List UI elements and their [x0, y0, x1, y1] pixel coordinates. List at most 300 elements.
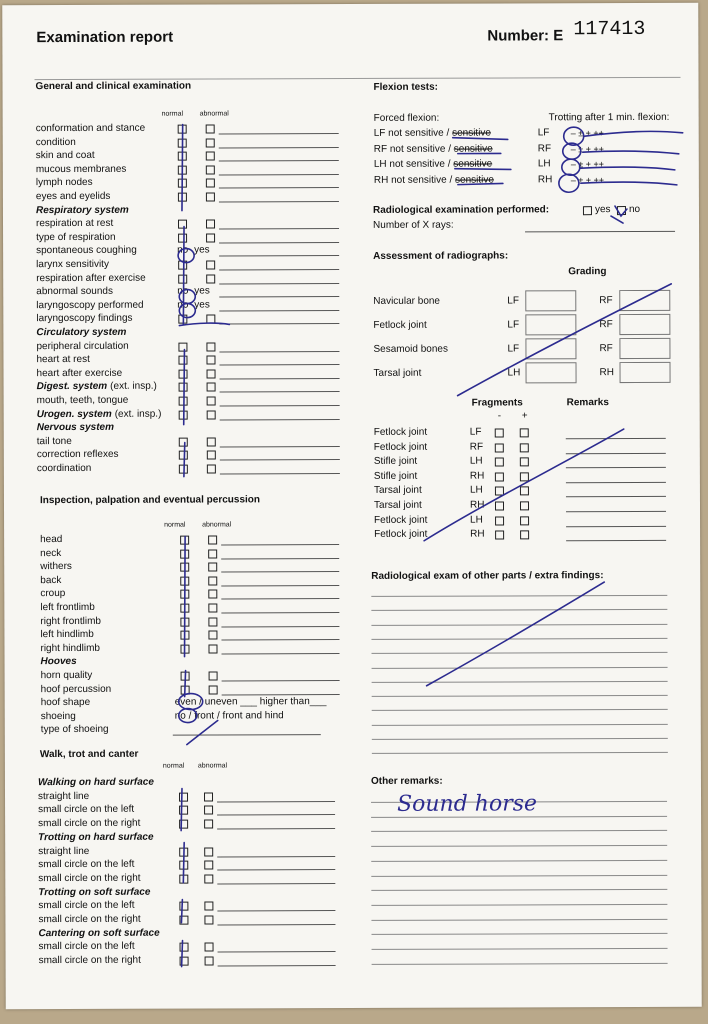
general-abnormal-checkbox[interactable]: [206, 342, 215, 351]
flexion-sensitive-struck: sensitive: [453, 143, 493, 155]
inspection-remark-line[interactable]: [222, 694, 340, 695]
fragment-leg: LF: [469, 426, 482, 438]
inspection-remark-line[interactable]: [222, 680, 340, 681]
general-remark-line[interactable]: [219, 228, 339, 229]
fragment-minus-checkbox[interactable]: [495, 428, 504, 437]
inspection-option-text[interactable]: no / front / front and hind: [174, 710, 284, 722]
other-parts-line[interactable]: [372, 724, 668, 726]
grading-leg-1: LF: [507, 295, 519, 307]
inspection-abnormal-checkbox[interactable]: [208, 603, 217, 612]
fragment-minus-checkbox[interactable]: [495, 531, 504, 540]
general-normal-checkbox[interactable]: [178, 193, 187, 202]
inspection-remark-line[interactable]: [222, 653, 340, 654]
inspection-row-label: hoof percussion: [40, 683, 112, 695]
other-parts-lines: [2, 3, 698, 5]
remarks-label: Remarks: [566, 397, 609, 409]
walk-remark-line[interactable]: [217, 856, 335, 857]
fragment-row-label: Fetlock joint: [374, 528, 428, 541]
header-divider: [35, 77, 681, 80]
inspection-abnormal-checkbox[interactable]: [208, 590, 217, 599]
general-abnormal-checkbox[interactable]: [206, 138, 215, 147]
walk-remark-line[interactable]: [217, 883, 335, 884]
fragment-remark-line[interactable]: [566, 438, 666, 439]
general-row-label: mucous membranes: [35, 163, 127, 175]
fragment-plus-checkbox[interactable]: [520, 443, 529, 452]
inspection-remark-line[interactable]: [221, 612, 339, 613]
radiology-yes-checkbox[interactable]: [583, 206, 592, 215]
walk-normal-checkbox[interactable]: [180, 943, 189, 952]
grading-leg-2: RF: [599, 295, 613, 307]
fragment-leg: RH: [469, 499, 485, 511]
general-normal-checkbox[interactable]: [179, 451, 188, 460]
inspection-row-label: right hindlimb: [40, 642, 100, 654]
radiology-yes-label: yes: [594, 204, 611, 216]
fragment-leg: LH: [470, 514, 483, 526]
general-row-label: laryngoscopy findings: [36, 313, 133, 325]
general-row-label: laryngoscopy performed: [36, 299, 144, 311]
fragment-leg: LH: [469, 455, 483, 467]
walk-abnormal-checkbox[interactable]: [205, 943, 214, 952]
general-normal-checkbox[interactable]: [178, 233, 187, 242]
inspection-normal-checkbox[interactable]: [180, 563, 189, 572]
flexion-sensitive-struck: sensitive: [452, 127, 491, 139]
general-normal-checkbox[interactable]: [178, 125, 187, 134]
walk-remark-line[interactable]: [218, 965, 336, 966]
general-abnormal-checkbox[interactable]: [206, 192, 215, 201]
inspection-remark-line[interactable]: [221, 571, 339, 572]
inspection-abnormal-checkbox[interactable]: [208, 563, 217, 572]
walk-abnormal-checkbox[interactable]: [205, 957, 214, 966]
inspection-normal-checkbox[interactable]: [180, 536, 189, 545]
fragment-remark-line[interactable]: [566, 540, 666, 541]
general-row-label: mouth, teeth, tongue: [36, 394, 129, 407]
walk-remark-line[interactable]: [217, 910, 335, 911]
flexion-title: Flexion tests:: [373, 81, 439, 93]
fragment-leg: LH: [469, 484, 483, 496]
fragment-row-label: Fetlock joint: [373, 441, 428, 453]
general-normal-checkbox[interactable]: [179, 410, 188, 419]
inspection-remark-line[interactable]: [221, 598, 339, 599]
inspection-normal-checkbox[interactable]: [181, 685, 190, 694]
other-remarks-line[interactable]: [371, 889, 667, 891]
inspection-remark-line[interactable]: [221, 639, 339, 640]
grading-row-label: Fetlock joint: [373, 319, 427, 331]
walk-subheading: Trotting on hard surface: [38, 831, 154, 843]
general-normal-checkbox[interactable]: [178, 152, 187, 161]
inspection-remark-line[interactable]: [221, 626, 339, 627]
general-remark-line[interactable]: [220, 419, 340, 420]
inspection-normal-checkbox[interactable]: [180, 617, 189, 626]
general-row-label: conformation and stance: [35, 122, 146, 135]
other-remarks-lines: [2, 3, 698, 5]
general-normal-checkbox[interactable]: [179, 437, 188, 446]
walk-remark-line[interactable]: [217, 869, 335, 870]
general-subheading-row: [37, 408, 162, 420]
general-remark-line[interactable]: [219, 147, 339, 148]
flexion-leg-label: RF: [537, 142, 552, 154]
inspection-abnormal-checkbox[interactable]: [209, 671, 218, 680]
general-abnormal-checkbox[interactable]: [206, 152, 215, 161]
fragment-plus-checkbox[interactable]: [520, 428, 529, 437]
general-subheading-label: Digest. system: [36, 381, 108, 393]
general-abnormal-checkbox[interactable]: [207, 369, 216, 378]
fragment-remark-line[interactable]: [566, 452, 666, 453]
general-row-label: tail tone: [36, 435, 72, 447]
general-normal-checkbox[interactable]: [178, 274, 187, 283]
general-normal-checkbox[interactable]: [179, 383, 188, 392]
walk-normal-checkbox[interactable]: [179, 902, 188, 911]
general-abnormal-checkbox[interactable]: [206, 220, 215, 229]
grading-field-1[interactable]: [525, 314, 576, 335]
inspection-row-label: hoof shape: [40, 697, 91, 709]
inspection-normal-checkbox[interactable]: [180, 631, 189, 640]
fragment-row-label: Tarsal joint: [373, 485, 422, 497]
walk-normal-checkbox[interactable]: [179, 861, 188, 870]
general-normal-checkbox[interactable]: [178, 315, 187, 324]
general-normal-checkbox[interactable]: [178, 220, 187, 229]
general-row-label: spontaneous coughing: [36, 245, 137, 257]
inspection-abnormal-checkbox[interactable]: [209, 685, 218, 694]
general-abnormal-checkbox[interactable]: [206, 315, 215, 324]
walk-normal-checkbox[interactable]: [180, 957, 189, 966]
general-normal-checkbox[interactable]: [179, 397, 188, 406]
grading-leg-2: RF: [599, 319, 613, 331]
general-subheading-suffix: (ext. insp.): [110, 381, 157, 393]
fragment-plus-checkbox[interactable]: [520, 458, 529, 467]
walk-normal-checkbox[interactable]: [179, 847, 188, 856]
general-remark-line[interactable]: [220, 446, 340, 447]
grading-label: Grading: [568, 266, 607, 278]
general-row-label: heart after exercise: [36, 367, 123, 379]
fragment-minus-checkbox[interactable]: [495, 487, 504, 496]
flexion-leg-label: LH: [537, 158, 551, 170]
walk-row-label: small circle on the right: [38, 954, 141, 967]
general-normal-checkbox[interactable]: [179, 369, 188, 378]
grading-leg-2: RH: [599, 367, 615, 379]
general-normal-checkbox[interactable]: [178, 261, 187, 270]
general-abnormal-checkbox[interactable]: [206, 124, 215, 133]
grading-leg-1: LF: [507, 343, 520, 355]
fragment-minus-checkbox[interactable]: [495, 443, 504, 452]
inspection-col-abnormal: abnormal: [202, 521, 232, 529]
grading-field-2[interactable]: [619, 362, 670, 383]
inspection-abnormal-checkbox[interactable]: [208, 535, 217, 544]
general-row-label: abnormal sounds: [36, 286, 113, 298]
general-remark-line[interactable]: [219, 296, 339, 297]
walk-abnormal-checkbox[interactable]: [204, 792, 213, 801]
radiology-no-checkbox[interactable]: [617, 206, 626, 215]
grading-field-2[interactable]: [619, 290, 670, 311]
general-subheading-suffix: (ext. insp.): [114, 408, 162, 420]
fragment-remark-line[interactable]: [566, 525, 666, 526]
walk-remark-line[interactable]: [217, 924, 335, 925]
inspection-normal-checkbox[interactable]: [180, 549, 189, 558]
fragment-plus-checkbox[interactable]: [520, 516, 529, 525]
general-row-label: correction reflexes: [36, 449, 119, 461]
walk-abnormal-checkbox[interactable]: [204, 915, 213, 924]
walk-remark-line[interactable]: [218, 951, 336, 952]
fragment-remark-line[interactable]: [566, 511, 666, 512]
general-row-label: respiration at rest: [35, 218, 114, 230]
flexion-sensitive-struck: sensitive: [454, 174, 494, 186]
walk-abnormal-checkbox[interactable]: [204, 806, 213, 815]
other-remarks-line[interactable]: [371, 904, 667, 906]
other-parts-line[interactable]: [372, 752, 668, 754]
walk-remark-line[interactable]: [217, 801, 335, 802]
other-remarks-line[interactable]: [371, 830, 667, 832]
general-abnormal-checkbox[interactable]: [207, 451, 216, 460]
grading-field-2[interactable]: [619, 338, 670, 359]
general-normal-checkbox[interactable]: [178, 356, 187, 365]
general-remark-line[interactable]: [219, 174, 339, 175]
other-parts-line[interactable]: [372, 652, 668, 654]
other-remarks-label: Other remarks:: [370, 775, 443, 787]
inspection-normal-checkbox[interactable]: [180, 604, 189, 613]
grading-leg-2: RF: [599, 343, 613, 355]
general-remark-line[interactable]: [219, 255, 339, 256]
other-parts-line[interactable]: [371, 609, 667, 611]
other-remarks-line[interactable]: [371, 860, 667, 862]
xrays-count-label: Number of X rays:: [373, 219, 454, 231]
general-remark-line[interactable]: [219, 269, 339, 270]
general-remark-line[interactable]: [220, 459, 340, 460]
general-abnormal-checkbox[interactable]: [207, 464, 216, 473]
inspection-row-label: head: [40, 534, 63, 546]
fragment-remark-line[interactable]: [566, 467, 666, 468]
walk-abnormal-checkbox[interactable]: [204, 902, 213, 911]
number-label: Number: E: [487, 27, 564, 45]
general-normal-checkbox[interactable]: [178, 165, 187, 174]
general-remark-line[interactable]: [219, 310, 339, 311]
other-parts-line[interactable]: [371, 623, 667, 625]
general-col-normal: normal: [161, 110, 184, 118]
general-abnormal-checkbox[interactable]: [206, 233, 215, 242]
general-row-label: heart at rest: [36, 354, 90, 366]
grading-row-label: Sesamoid bones: [373, 343, 448, 355]
general-subheading-label: Urogen. system: [36, 408, 112, 420]
other-parts-line[interactable]: [372, 738, 668, 740]
walk-abnormal-checkbox[interactable]: [204, 820, 213, 829]
general-remark-line[interactable]: [220, 378, 340, 379]
ink-other-parts-slash: [426, 582, 604, 686]
fragment-plus-checkbox[interactable]: [520, 472, 529, 481]
other-remarks-line[interactable]: [372, 963, 668, 965]
grading-field-2[interactable]: [619, 314, 670, 335]
inspection-abnormal-checkbox[interactable]: [208, 631, 217, 640]
inspection-col-normal: normal: [164, 521, 186, 529]
walk-abnormal-checkbox[interactable]: [204, 874, 213, 883]
flexion-leg-label: RH: [537, 173, 553, 185]
general-row-label: larynx sensitivity: [36, 258, 109, 271]
general-subheading: Nervous system: [36, 422, 115, 434]
general-remark-line[interactable]: [219, 187, 339, 188]
inspection-remark-line[interactable]: [173, 735, 321, 737]
inspection-row-label: left frontlimb: [40, 601, 95, 614]
walk-normal-checkbox[interactable]: [179, 916, 188, 925]
general-abnormal-checkbox[interactable]: [206, 274, 215, 283]
general-remark-line[interactable]: [220, 405, 340, 406]
general-row-label: condition: [35, 136, 76, 148]
inspection-option-text[interactable]: even / uneven ___ higher than___: [174, 696, 327, 708]
flexion-sensitive-struck: sensitive: [453, 158, 493, 170]
general-abnormal-checkbox[interactable]: [206, 179, 215, 188]
other-parts-line[interactable]: [372, 681, 668, 683]
flexion-scale[interactable]: – ± + ++: [570, 143, 604, 154]
walk-normal-checkbox[interactable]: [179, 806, 188, 815]
fragment-plus-checkbox[interactable]: [520, 501, 529, 510]
general-option-no[interactable]: no: [177, 299, 189, 311]
general-option-yes[interactable]: yes: [194, 244, 210, 256]
fragment-minus-checkbox[interactable]: [495, 501, 504, 510]
other-remarks-line[interactable]: [371, 933, 667, 935]
inspection-normal-checkbox[interactable]: [180, 576, 189, 585]
general-title: General and clinical examination: [35, 80, 192, 93]
general-remark-line[interactable]: [219, 133, 339, 134]
general-row-label: respiration after exercise: [36, 272, 146, 284]
other-parts-line[interactable]: [372, 695, 668, 697]
flexion-scale[interactable]: – ± + ++: [570, 174, 605, 185]
general-option-yes[interactable]: yes: [194, 299, 210, 311]
inspection-normal-checkbox[interactable]: [180, 644, 189, 653]
other-parts-line[interactable]: [372, 709, 668, 711]
inspection-row-label: withers: [40, 561, 72, 573]
fragment-plus-checkbox[interactable]: [520, 487, 529, 496]
general-abnormal-checkbox[interactable]: [207, 437, 216, 446]
grading-leg-1: LH: [507, 367, 521, 379]
other-remarks-line[interactable]: [371, 874, 667, 876]
general-remark-line[interactable]: [219, 160, 339, 161]
general-abnormal-checkbox[interactable]: [206, 356, 215, 365]
xrays-count-line[interactable]: [525, 231, 675, 233]
general-abnormal-checkbox[interactable]: [207, 383, 216, 392]
general-normal-checkbox[interactable]: [178, 179, 187, 188]
other-parts-label: Radiological exam of other parts / extra findings:: [371, 570, 604, 582]
general-option-yes[interactable]: yes: [194, 285, 210, 297]
general-remark-line[interactable]: [219, 242, 339, 243]
walk-row-label: small circle on the right: [38, 913, 141, 926]
walk-abnormal-checkbox[interactable]: [204, 861, 213, 870]
fragment-minus-checkbox[interactable]: [495, 472, 504, 481]
walk-row-label: small circle on the left: [38, 941, 135, 953]
general-remark-line[interactable]: [220, 473, 340, 474]
flexion-row-label: [374, 159, 492, 171]
inspection-abnormal-checkbox[interactable]: [208, 617, 217, 626]
fragment-plus-checkbox[interactable]: [520, 531, 529, 540]
walk-normal-checkbox[interactable]: [179, 820, 188, 829]
fragment-leg: RH: [470, 528, 485, 540]
other-remarks-line[interactable]: [371, 845, 667, 847]
grading-field-1[interactable]: [525, 338, 576, 359]
general-abnormal-checkbox[interactable]: [206, 165, 215, 174]
exam-report-sheet: [2, 3, 702, 1009]
general-remark-line[interactable]: [219, 283, 339, 284]
walk-normal-checkbox[interactable]: [179, 874, 188, 883]
inspection-remark-line[interactable]: [221, 558, 339, 559]
other-remarks-line[interactable]: [371, 918, 667, 920]
walk-row-label: straight line: [38, 845, 90, 857]
general-subheading-row: [37, 381, 157, 393]
general-normal-checkbox[interactable]: [179, 465, 188, 474]
walk-remark-line[interactable]: [217, 814, 335, 815]
fragment-minus-checkbox[interactable]: [495, 458, 504, 467]
walk-col-abnormal: abnormal: [197, 762, 228, 770]
grading-field-1[interactable]: [525, 362, 576, 383]
inspection-abnormal-checkbox[interactable]: [208, 549, 217, 558]
fragment-leg: RH: [469, 470, 485, 482]
general-abnormal-checkbox[interactable]: [206, 260, 215, 269]
walk-title: Walk, trot and canter: [39, 748, 139, 761]
grading-row-label: Tarsal joint: [373, 367, 422, 379]
walk-remark-line[interactable]: [217, 828, 335, 829]
general-col-abnormal: abnormal: [199, 110, 229, 118]
flexion-row-label: [374, 143, 493, 155]
inspection-row-label: type of shoeing: [40, 724, 109, 736]
flexion-not-sensitive-text: RF not sensitive /: [373, 143, 454, 155]
general-abnormal-checkbox[interactable]: [207, 410, 216, 419]
flexion-not-sensitive-text: LF not sensitive /: [373, 127, 453, 139]
inspection-row-label: back: [40, 574, 62, 586]
inspection-remark-line[interactable]: [221, 544, 339, 545]
inspection-row-label: neck: [40, 547, 62, 559]
fragment-minus-checkbox[interactable]: [495, 516, 504, 525]
walk-subheading: Walking on hard surface: [37, 776, 154, 789]
other-remarks-line[interactable]: [372, 948, 668, 950]
flexion-scale[interactable]: – ± + ++: [570, 128, 604, 139]
general-option-no[interactable]: no: [177, 285, 189, 297]
general-row-label: skin and coat: [35, 150, 95, 162]
inspection-remark-line[interactable]: [221, 585, 339, 586]
inspection-row-label: horn quality: [40, 669, 93, 682]
general-remark-line[interactable]: [220, 364, 340, 365]
inspection-abnormal-checkbox[interactable]: [208, 576, 217, 585]
fragment-remark-line[interactable]: [566, 482, 666, 483]
general-option-no[interactable]: no: [177, 244, 189, 256]
general-remark-line[interactable]: [219, 323, 339, 324]
fragment-row-label: Stifle joint: [373, 470, 418, 482]
inspection-normal-checkbox[interactable]: [180, 590, 189, 599]
grading-leg-1: LF: [507, 319, 520, 331]
flexion-row-label: [374, 174, 494, 186]
grading-field-1[interactable]: [525, 290, 576, 311]
walk-row-label: small circle on the left: [38, 858, 135, 871]
flexion-leg-label: LF: [537, 127, 550, 139]
flexion-scale[interactable]: – ± + ++: [570, 159, 605, 170]
inspection-normal-checkbox[interactable]: [181, 672, 190, 681]
general-row-label: coordination: [36, 462, 92, 475]
fragment-leg: RF: [469, 441, 484, 453]
walk-normal-checkbox[interactable]: [179, 792, 188, 801]
walk-row-label: small circle on the right: [38, 872, 141, 884]
inspection-abnormal-checkbox[interactable]: [208, 644, 217, 653]
fragment-row-label: Tarsal joint: [373, 499, 422, 511]
walk-abnormal-checkbox[interactable]: [204, 847, 213, 856]
general-remark-line[interactable]: [219, 201, 339, 202]
other-parts-line[interactable]: [372, 666, 668, 668]
fragment-remark-line[interactable]: [566, 496, 666, 497]
general-row-label: peripheral circulation: [36, 340, 129, 352]
general-abnormal-checkbox[interactable]: [207, 396, 216, 405]
general-remark-line[interactable]: [219, 351, 339, 352]
general-remark-line[interactable]: [220, 391, 340, 392]
general-normal-checkbox[interactable]: [178, 342, 187, 351]
other-parts-line[interactable]: [371, 638, 667, 640]
other-parts-line[interactable]: [371, 595, 667, 597]
grading-row-label: Navicular bone: [373, 295, 441, 307]
fragments-plus-label: +: [521, 410, 528, 422]
inspection-row-label: croup: [40, 588, 66, 600]
general-normal-checkbox[interactable]: [178, 138, 187, 147]
walk-subheading: Cantering on soft surface: [38, 927, 160, 939]
